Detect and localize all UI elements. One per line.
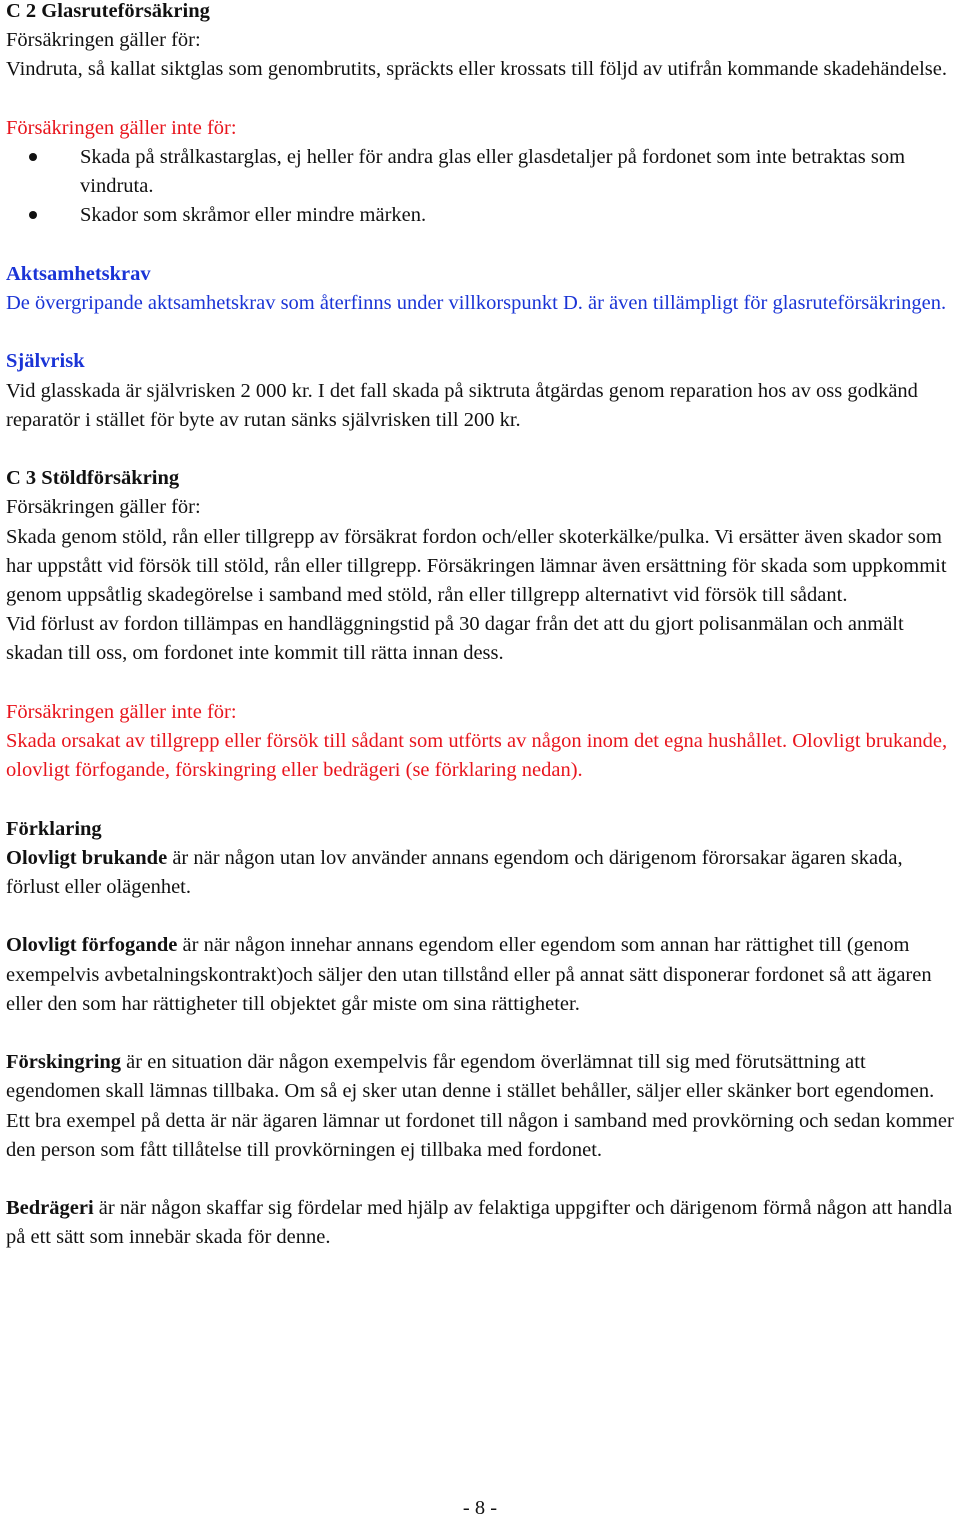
bullet-icon <box>29 153 37 161</box>
section-c3-theft-insurance <box>6 464 954 785</box>
definition-term: Förskingring <box>6 1051 122 1074</box>
exclusion-item <box>6 201 954 230</box>
coverage-text: Skada genom stöld, rån eller tillgrepp av försäkrat fordon och/eller skoterkälke/pulka. Vi ersätter även skador som har uppstått vid försök till stöld, rån eller tillgrepp. Försäkringen lämnar även ersättning för skada som uppkommit genom uppsåtlig skadegörelse i samband med stöld, rån eller tillgrepp alternativt vid försök till sådant. <box>6 525 947 606</box>
section-heading: C 3 Stöldförsäkring <box>6 467 180 490</box>
definition-text: är en situation där någon exempelvis får egendom överlämnat till sig med förutsättning att egendomen skall lämnas tillbaka. Om så ej sker utan denne i stället behåller, säljer eller skänker bort egendomen. Ett bra exempel på detta är när ägaren lämnar ut fordonet till någon i samband med provkörning och sedan kommer den person som fått tillåtelse till provkörningen ej tillbaka med fordonet. <box>6 1051 954 1161</box>
section-heading: C 2 Glasruteförsäkring <box>6 0 210 22</box>
exclusion-item-text: Skador som skråmor eller mindre märken. <box>80 204 427 227</box>
section-explanation <box>6 815 954 1253</box>
care-requirements-text: De övergripande aktsamhetskrav som återfinns under villkorspunkt D. är även tillämpligt för glasruteförsäkringen. <box>6 292 947 314</box>
deductible-heading: Självrisk <box>6 350 85 373</box>
coverage-label: Försäkringen gäller för: <box>6 29 201 52</box>
definition-text: är när någon skaffar sig fördelar med hjälp av felaktiga uppgifter och därigenom förmå någon att handla på ett sätt som innebär skada för denne. <box>6 1197 953 1249</box>
definition-text: är när någon innehar annans egendom eller egendom som annan har rättighet till (genom exempelvis avbetalningskontrakt)och säljer den utan tillstånd eller på annat sätt disponerar fordonet så att ägaren eller den som har rättigheter till objektet går miste om sina rättigheter. <box>6 934 932 1015</box>
definition-paragraph <box>6 844 954 902</box>
bullet-icon <box>29 211 37 219</box>
definition-paragraph <box>6 931 954 1019</box>
exclusion-item <box>6 143 954 201</box>
explanation-heading: Förklaring <box>6 817 102 840</box>
exclusion-label: Försäkringen gäller inte för: <box>6 116 237 139</box>
exclusion-text: Skada orsakat av tillgrepp eller försök till sådant som utförts av någon inom det egna hushållet. Olovligt brukande, olovligt förfogande, förskingring eller bedrägeri (se förklaring nedan). <box>6 730 948 782</box>
definition-paragraph <box>6 1194 954 1252</box>
deductible-text: Vid glasskada är självrisken 2 000 kr. I det fall skada på siktruta åtgärdas genom reparation hos av oss godkänd reparatör i stället för byte av rutan sänks självrisken till 200 kr. <box>6 379 918 431</box>
care-requirements-heading: Aktsamhetskrav <box>6 262 151 285</box>
definition-term: Olovligt förfogande <box>6 934 178 957</box>
exclusion-item-text: Skada på strålkastarglas, ej heller för andra glas eller glasdetaljer på fordonet som inte betraktas som vindruta. <box>80 146 906 198</box>
exclusion-list <box>6 143 954 231</box>
definition-paragraph <box>6 1048 954 1165</box>
coverage-text: Vindruta, så kallat siktglas som genombrutits, spräckts eller krossats till följd av utifrån kommande skadehändelse. <box>6 58 947 81</box>
exclusion-label: Försäkringen gäller inte för: <box>6 700 237 723</box>
document-page <box>6 0 954 1253</box>
coverage-label: Försäkringen gäller för: <box>6 496 201 519</box>
section-c2-glass-insurance <box>6 0 954 435</box>
definition-text: är när någon utan lov använder annans egendom och därigenom förorsakar ägaren skada, förlust eller olägenhet. <box>6 846 903 898</box>
page-number: - 8 - <box>462 1497 498 1519</box>
coverage-text-loss: Vid förlust av fordon tillämpas en handläggningstid på 30 dagar från det att du gjort polisanmälan och anmält skadan till oss, om fordonet inte kommit till rätta innan dess. <box>6 613 904 665</box>
definition-term: Bedrägeri <box>6 1197 94 1220</box>
definition-term: Olovligt brukande <box>6 846 168 869</box>
